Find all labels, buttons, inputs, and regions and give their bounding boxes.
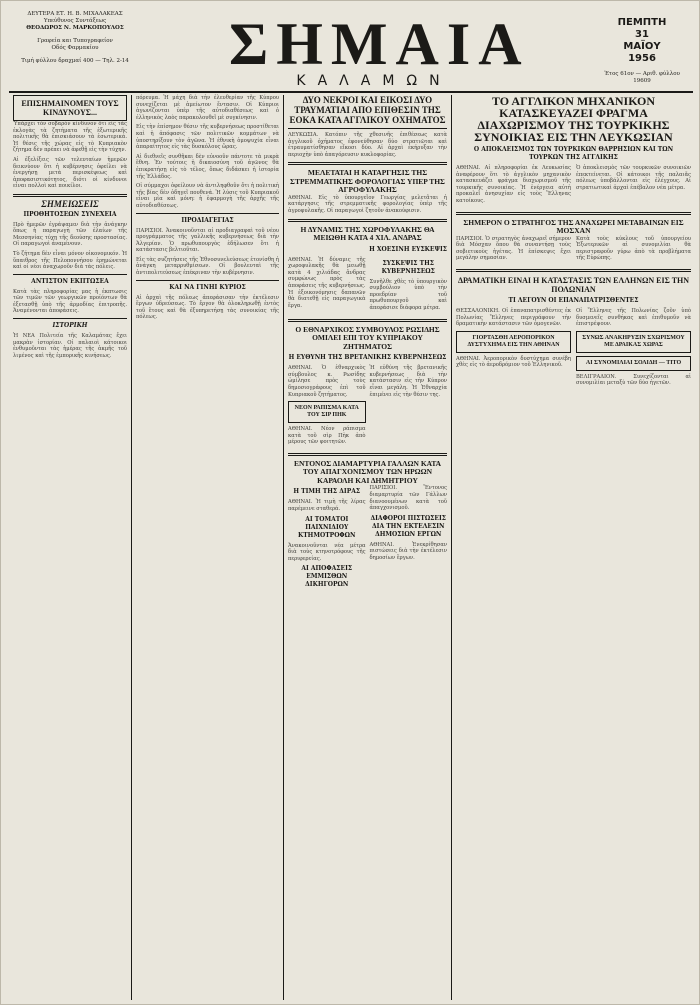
column-rule bbox=[451, 95, 452, 1000]
article-text: Οἱ σύμμαχοι ὀφείλουν νὰ ἀντιληφθοῦν ὅτι ἡ πολιτικὴ τῆς βίας δὲν ὁδηγεῖ πουθενά. Ἡ λύσις τοῦ Κυπριακοῦ εἶναι μία καὶ μόνη: ἡ ἐφαρμογὴ τῆς ἀρχῆς τῆς αὐτοδιαθέσεως. bbox=[136, 183, 279, 209]
article-text: Κατὰ τοὺς κύκλους τοῦ ὑπουργείου Ἐξωτερικῶν αἱ συνομιλίαι θὰ περιστραφοῦν γύρω ἀπὸ τὰ προβλήματα τῆς Εὐρώπης. bbox=[576, 235, 691, 262]
headline-police-sub: Η ΧΟΕΣΙΝΗ ΕΥΣΚΕΨΙΣ bbox=[369, 245, 447, 253]
editor-label: Υπεύθυνος Συντάξεως bbox=[43, 18, 107, 24]
article-text: ΑΘΗΝΑΙ. Ὁ ἐθναρχικὸς σύμβουλος κ. Ρωσίδης ὡμίλησε πρὸς τοὺς δημοσιογράφους ἐπὶ τοῦ Κυπριακοῦ ζητήματος. bbox=[288, 365, 366, 398]
month: ΜΑΪΟΥ bbox=[623, 41, 661, 52]
small-heading: ΑΙ ΑΠΟΦΑΣΕΙΣ ΕΜΜΙΣΘΩΝ ΔΙΚΗΓΟΡΩΝ bbox=[301, 565, 353, 589]
column-rule bbox=[283, 95, 284, 1000]
section-heading: ΠΡΟΔΙΑΓΕΓΙΑΣ bbox=[181, 216, 234, 224]
article-text: ΑΘΗΝΑΙ. Αἱ πληροφορίαι ἐκ Λευκωσίας ἀναφέρουν ὅτι τὸ ἀγγλικὸν μηχανικὸν κατασκευάζει φράγμα διαχωρισμοῦ τῆς τουρκικῆς συνοικίας. Ἡ ἐνέργεια αὐτὴ προκαλεῖ ἀνησυχίαν εἰς τοὺς Ἕλληνας κατοίκους. bbox=[456, 165, 571, 204]
article-text: Πρὸ ἡμερῶν ἐγράψαμεν διὰ τὴν ἀνάγκην ὅπως ἡ παραγωγὴ τῶν ἐλαίων τῆς Μεσσηνίας τύχῃ τῆς δεούσης προστασίας. Οἱ παραγωγοὶ ἀναμένουν. bbox=[13, 221, 127, 248]
article-text: ΛΕΥΚΩΣΙΑ. Κατόπιν τῆς χθεσινῆς ἐπιθέσεως κατὰ ἀγγλικοῦ ὀχήματος ἐφονεύθησαν δύο στρατιῶται καὶ ἐτραυματίσθησαν εἴκοσι δύο. Αἱ ἀρχαὶ ἐκήρυξαν τὴν περιοχὴν ὑπὸ ἀπαγόρευσιν κυκλοφορίας. bbox=[288, 132, 447, 158]
article-text: ΑΘΗΝΑΙ. Ἡ δύναμις τῆς χωροφυλακῆς θὰ μειωθῇ κατὰ 4 χιλιάδας ἄνδρας συμφώνως πρὸς τὰς ἀποφάσεις τῆς κυβερνήσεως. Ἡ ἐξοικονόμησις δαπανῶν θὰ διατεθῇ εἰς παραγωγικὰ ἔργα. bbox=[288, 256, 366, 309]
masthead bbox=[9, 9, 693, 93]
notes-subtitle: ΠΡΟΘΗΤΟΣΕΩΝ ΣΥΝΕΧΕΙΑ bbox=[23, 210, 117, 218]
headline-barrier-sub: Ο ΑΠΟΚΛΕΙΣΜΟΣ ΤΩΝ ΤΟΥΡΚΙΚΩΝ ΘΑΡΡΗΣΙΩΝ ΚΑΙ ΤΩΝ ΤΟΥΡΚΩΝ ΤΗΣ ΑΓΓΛΙΚΗΣ bbox=[473, 146, 674, 161]
headline-ethnarchy: Ο ΕΘΝΑΡΧΙΚΟΣ ΣΥΜΒΟΥΛΟΣ ΡΩΣΙΔΗΣ ΟΜΙΛΕΙ ΕΠΙ ΤΟΥ ΚΥΠΡΙΑΚΟΥ ΖΗΤΗΜΑΤΟΣ bbox=[295, 324, 440, 351]
article-text: Εἰς τὰς συζητήσεις τῆς Ἐθνοσυνελεύσεως ἐτονίσθη ἡ ἀνάγκη μεταρρυθμίσεων. Οἱ βουλευταὶ τῆς ἀντιπολιτεύσεως ἐπέκριναν τὴν κυβέρνησιν. bbox=[136, 256, 279, 277]
paper-subtitle: ΚΑΛΑΜΩΝ bbox=[296, 73, 452, 89]
headline-police: Η ΔΥΝΑΜΙΣ ΤΗΣ ΧΩΡΟΦΥΛΑΚΗΣ ΘΑ ΜΕΙΩΘΗ ΚΑΤΑ 4 ΧΙΛ. ΑΝΔΡΑΣ bbox=[300, 224, 435, 243]
office-label: Γραφεία και Τυπογραφείον bbox=[37, 38, 113, 44]
article-text: Κατὰ τὰς πληροφορίας μας ἡ ἐκπτωσις τῶν τιμῶν τῶν γεωργικῶν προϊόντων θὰ ἐξετασθῇ ὑπὸ τῆς ἁρμοδίας ἐπιτροπῆς. Ἀναμένονται ἀποφάσεις. bbox=[13, 288, 127, 315]
article-text: ΒΕΛΙΓΡΑΔΙΟΝ. Συνεχίζονται αἱ συνομιλίαι μεταξὺ τῶν δύο ἡγετῶν. bbox=[576, 373, 691, 387]
article-text: ΑΘΗΝΑΙ. Ἀεροπορικὸν δυστύχημα συνέβη χθὲς εἰς τὸ ἀεροδρόμιον τοῦ Ἑλληνικοῦ. bbox=[456, 355, 571, 369]
article-text: Ἡ εὐθύνη τῆς βρετανικῆς κυβερνήσεως διὰ τὴν κατάστασιν εἰς τὴν Κύπρον εἶναι μεγάλη. Ἡ Ἐθναρχία ἐπιμένει εἰς τὴν θέσιν της. bbox=[369, 365, 447, 398]
article-text: ΠΑΡΙΣΙΟΙ. Ἔντονος διαμαρτυρία τῶν Γάλλων διανοουμένων κατὰ τοῦ ἀπαγχονισμοῦ. bbox=[369, 485, 447, 512]
article-text: Οἱ Ἕλληνες τῆς Πολωνίας ζοῦν ὑπὸ δυσμενεῖς συνθήκας καὶ ἐπιθυμοῦν νὰ ἐπιστρέψουν. bbox=[576, 307, 691, 328]
article-text: Εἰς τὴν ἐπίσημον θέσιν τῆς κυβερνήσεως προστίθεται καὶ ἡ ἀπόφασις τῶν πολιτικῶν κομμάτων νὰ ὑποστηρίξουν τὸν ἀγῶνα. Ἡ ἐθνικὴ ὁμοψυχία εἶναι ἀπαραίτητος εἰς τὰς δυσκόλους ὥρας. bbox=[136, 124, 279, 151]
article-text: Ἀνακοινοῦνται νέα μέτρα διὰ τοὺς κτηνοτρόφους τῆς περιφερείας. bbox=[288, 542, 366, 562]
article-text: ΠΑΡΙΣΙΟΙ. Ἀνακοινοῦνται αἱ προδιαγραφαὶ τοῦ νέου προγράμματος τῆς γαλλικῆς κυβερνήσεως διὰ τὴν Ἀλγερίαν. Ὁ πρωθυπουργὸς ἐδήλωσεν ὅτι ἡ κατάστασις βελτιοῦται. bbox=[136, 227, 279, 254]
editor-name: ΘΕΟΔΩΡΟΣ Ν. ΜΑΡΚΟΠΟΥΛΟΣ bbox=[26, 25, 124, 31]
weekday: ΠΕΜΠΤΗ bbox=[617, 17, 667, 28]
article-text: Ὁ ἀποκλεισμὸς τῶν τουρκικῶν συνοικιῶν ἐπεκτείνεται. Οἱ κάτοικοι τῆς παλαιᾶς πόλεως ὑποβάλλονται εἰς ἐλέγχους. Αἱ στρατιωτικαὶ ἀρχαὶ ἐπέβαλον νέα μέτρα. bbox=[576, 165, 691, 191]
left-ear bbox=[15, 11, 135, 65]
small-heading: ΑΙ ΤΟΜΑΤΟΙ ΠΑΙΧΝΙΔΙΟΥ ΚΤΗΜΟΤΡΟΦΩΝ bbox=[298, 515, 356, 539]
article-text: ΑΘΗΝΑΙ. Νέον ράπισμα κατὰ τοῦ σὶρ Πὴκ ἀπὸ μέρους τῶν φοιτητῶν. bbox=[288, 426, 366, 446]
side-heading: ΣΥΣΚΕΨΙΣ ΤΗΣ ΚΥΒΕΡΝΗΣΕΩΣ bbox=[381, 259, 435, 275]
small-heading: ΔΙΑΦΟΡΟΙ ΠΙΣΤΩΣΕΙΣ ΔΙΑ ΤΗΝ ΕΚΤΕΛΕΣΙΝ ΔΗΜΟΣΙΩΝ ΕΡΓΩΝ bbox=[370, 514, 447, 538]
date-box bbox=[597, 17, 687, 85]
year: 1956 bbox=[628, 53, 656, 64]
headline-poland: ΔΡΑΜΑΤΙΚΗ ΕΙΝΑΙ Η ΚΑΤΑΣΤΑΣΙΣ ΤΩΝ ΕΛΛΗΝΩΝ ΕΙΣ ΤΗΝ ΠΟΛΩΝΙΑΝ bbox=[457, 275, 690, 294]
article-text: ΑΘΗΝΑΙ. Ἡ τιμὴ τῆς λίρας παρέμεινε σταθερά. bbox=[288, 499, 366, 512]
box-heading: ΑΙ ΣΥΝΟΜΙΛΙΑΙ ΣΟΛΙΔΗ — ΤΙΤΟ bbox=[576, 356, 691, 371]
masthead-title-block bbox=[229, 11, 530, 89]
notes-title: ΣΗΜΕΙΩΣΕΙΣ bbox=[41, 198, 99, 209]
section-heading: ΚΑΙ ΝΑ ΓΙΝΗΙ ΚΥΡΙΟΣ bbox=[169, 283, 246, 291]
article-text: ΠΑΡΙΣΙΟΙ. Ὁ στρατηγὸς ἀναχωρεῖ σήμερον διὰ Μόσχαν ὅπου θὰ συναντήσῃ τοὺς σοβιετικοὺς ἡγέτας. Ἡ ἐπίσκεψις ἔχει μεγάλην σημασίαν. bbox=[456, 235, 571, 262]
article-text: Αἱ ἀρχαὶ τῆς πόλεως ἀπεφάσισαν τὴν ἐκτέλεσιν ἔργων ὑδρεύσεως. Τὸ ἔργον θὰ ὁλοκληρωθῇ ἐντὸς τοῦ ἔτους καὶ θὰ ἐξυπηρετήσῃ τὰς συνοικίας τῆς πόλεως. bbox=[136, 294, 279, 321]
paper-title: ΣΗΜΑΙΑ bbox=[229, 11, 530, 77]
headline-poland-sub: ΤΙ ΛΕΓΟΥΝ ΟΙ ΕΠΑΝΑΠΑΤΡΙΣΘΕΝΤΕΣ bbox=[508, 296, 639, 304]
headline-protest: ΕΝΤΟΝΟΣ ΔΙΑΜΑΡΤΥΡΙΑ ΓΑΛΛΩΝ ΚΑΤΑ ΤΟΥ ΑΠΑΓΧΟΝΙΣΜΟΥ ΤΩΝ ΗΡΩΩΝ ΚΑΡΑΟΛΗ ΚΑΙ ΔΗΜΗΤΡΙΟΥ bbox=[293, 458, 442, 485]
column-2 bbox=[136, 95, 279, 324]
article-text: ΑΘΗΝΑΙ. Ἐνεκρίθησαν πιστώσεις διὰ τὴν ἐκτέλεσιν δημοσίων ἔργων. bbox=[369, 541, 447, 561]
box-heading: ΝΕΟΝ ΡΑΠΙΣΜΑ ΚΑΤΑ ΤΟΥ ΣΙΡ ΠΗΚ bbox=[288, 401, 366, 423]
price-line: Τιμή φύλλου δραχμαί 400 — Τηλ. 2-14 bbox=[21, 58, 129, 64]
publisher-line: ΔΕΥΤΕΡΑ ΕΤ. Η. Β. ΜΙΧΑΛΑΚΕΑΣ bbox=[27, 11, 123, 17]
headline-moscow: ΣΗΜΕΡΟΝ Ο ΣΤΡΑΤΗΓΟΣ ΤΗΣ ΑΝΑΧΩΡΕΙ ΜΕΤΑΒΑΙΝΩΝ ΕΙΣ ΜΟΣΧΑΝ bbox=[463, 217, 684, 236]
column-1 bbox=[13, 95, 127, 362]
article-text: Τὸ ζήτημα δὲν εἶναι μόνον οἰκονομικόν. Ἡ ὕπαιθρος τῆς Πελοποννήσου ἐρημώνεται καὶ οἱ νέοι ἀναχωροῦν διὰ τὰς πόλεις. bbox=[13, 250, 127, 271]
section-heading: ΑΝΤΙΣΤΟΝ ΕΚΠΤΩΣΕΑ bbox=[31, 277, 109, 285]
article-text: Αἱ ἐξελίξεις τῶν τελευταίων ἡμερῶν δεικνύουν ὅτι ἡ κυβέρνησις ὀφείλει νὰ ἐνεργήσῃ μετὰ περισκέψεως καὶ ἀποφασιστικότητος, διότι οἱ κίνδυνοι εἶναι πολλοὶ καὶ ποικίλοι. bbox=[13, 156, 127, 190]
headline-eoka: ΔΥΟ ΝΕΚΡΟΙ ΚΑΙ ΕΙΚΟΣΙ ΔΥΟ ΤΡΑΥΜΑΤΙΑΙ ΑΠΟ ΕΠΙΘΕΣΙΝ ΤΗΣ ΕΟΚΑ ΚΑΤΑ ΑΓΓΛΙΚΟΥ ΟΧΗΜΑΤΟΣ bbox=[289, 95, 446, 125]
headline-ethnarchy-sub: Η ΕΥΘΥΝΗ ΤΗΣ ΒΡΕΤΑΝΙΚΗΣ ΚΥΒΕΡΝΗΣΕΩΣ bbox=[288, 354, 447, 362]
article-text: Αἱ διεθνεῖς συνθῆκαι δὲν εὐνοοῦν πάντοτε τὰ μικρὰ ἔθνη. Ἐν τούτοις ἡ δικαιοσύνη τοῦ ἀγῶνος θὰ ἐπικρατήσῃ εἰς τὸ τέλος, ὅπως διδάσκει ἡ ἱστορία τῆς Ἑλλάδος. bbox=[136, 153, 279, 180]
box-heading: ΣΥΝΩΣ ΑΝΑΚΗΡΥΞΙΝ ΣΧΩΡΙΣΜΟΥ ΜΕ ΔΡΑΙΚΑΣ ΧΩΡΑΣ bbox=[576, 331, 691, 353]
headline-tax: ΜΕΛΕΤΑΤΑΙ Η ΚΑΤΑΡΓΗΣΙΣ ΤΗΣ ΣΤΡΕΜΜΑΤΙΚΗΣ ΦΟΡΟΛΟΓΙΑΣ ΥΠΕΡ ΤΗΣ ΑΓΡΟΦΥΛΑΚΗΣ bbox=[290, 168, 445, 195]
article-text: ΘΕΣΣΑΛΟΝΙΚΗ. Οἱ ἐπαναπατρισθέντες ἐκ Πολωνίας Ἕλληνες περιγράφουν τὴν δραματικὴν κατάστασιν τῶν ὁμογενῶν. bbox=[456, 307, 571, 328]
editorial-headline: ΕΠΙΣΗΜΑΙΝΟΜΕΝ ΤΟΥΣ ΚΙΝΔΥΝΟΥΣ... bbox=[13, 95, 127, 121]
small-heading: Η ΤΙΜΗ ΤΗΣ ΔΙΡΑΣ bbox=[293, 488, 361, 496]
office-address: Οδός Φαρμακίου bbox=[51, 45, 99, 51]
issue-line: Έτος 61ον — Αριθ. φύλλου 19609 bbox=[604, 71, 680, 84]
day-number: 31 bbox=[635, 29, 649, 40]
right-column bbox=[456, 95, 691, 390]
column-rule bbox=[131, 95, 132, 1000]
article-text: Ἡ ΝΕΑ Πολιτεία τῆς Καλαμάτας ἔχει μακρὰν ἱστορίαν. Οἱ παλαιοὶ κάτοικοι ἐνθυμοῦνται τὰς ἡμέρας τῆς ἀκμῆς τοῦ λιμένος καὶ τῆς ἐμπορικῆς κινήσεως. bbox=[13, 333, 127, 359]
box-heading: ΓΙΟΡΤΑΣΘΗ ΑΕΡΟΠΟΡΙΚΟΝ ΔΥΣΤΥΧΗΜΑ ΕΙΣ ΤΗΝ ΑΘΗΝΑΝ bbox=[456, 331, 571, 353]
center-column bbox=[288, 95, 447, 592]
article-text: ΑΘΗΝΑΙ. Εἰς τὸ ὑπουργεῖον Γεωργίας μελετᾶται ἡ κατάργησις τῆς στρεμματικῆς φορολογίας ὑπὲρ τῆς ἀγροφυλακῆς. Οἱ παραγωγοὶ ζητοῦν ἀνακούφισιν. bbox=[288, 194, 447, 215]
article-text: πόρευμα. Ἡ μάχη διὰ τὴν ἐλευθερίαν τῆς Κύπρου συνεχίζεται μὲ ἀμείωτον ἔντασιν. Οἱ Κύπριοι ἀγωνίζονται ὑπὲρ τῆς αὐτοδιαθέσεως καὶ ὁ ἑλληνικὸς λαὸς παρακολουθεῖ μὲ συγκίνησιν. bbox=[136, 95, 279, 121]
article-text: Ὑπάρχει τὸν σοβαρὸν κίνδυνον ὅτι εἰς τὰς ἐκλογὰς τὰ ζητήματα τῆς ἐξωτερικῆς πολιτικῆς θὰ ἐπισκιάσουν τὰ ἐσωτερικά. Ἡ θέσις τῆς χώρας εἰς τὸ Κυπριακὸν ζήτημα δὲν πρέπει νὰ ἀφεθῇ εἰς τὴν τύχην. bbox=[13, 121, 127, 154]
section-heading: ΙΣΤΟΡΙΚΗ bbox=[52, 322, 88, 330]
article-text: Συνῆλθε χθὲς τὸ ὑπουργικὸν συμβούλιον ὑπὸ τὴν προεδρίαν τοῦ πρωθυπουργοῦ καὶ ἀπεφάσισε διάφορα μέτρα. bbox=[369, 278, 447, 312]
headline-barrier: ΤΟ ΑΓΓΛΙΚΟΝ ΜΗΧΑΝΙΚΟΝ ΚΑΤΑΣΚΕΥΑΖΕΙ ΦΡΑΓΜΑ ΔΙΑΧΩΡΙΣΜΟΥ ΤΗΣ ΤΟΥΡΚΙΚΗΣ ΣΥΝΟΙΚΙΑΣ ΕΙΣ ΤΗΝ ΛΕΥΚΩΣΙΑΝ bbox=[474, 94, 673, 144]
